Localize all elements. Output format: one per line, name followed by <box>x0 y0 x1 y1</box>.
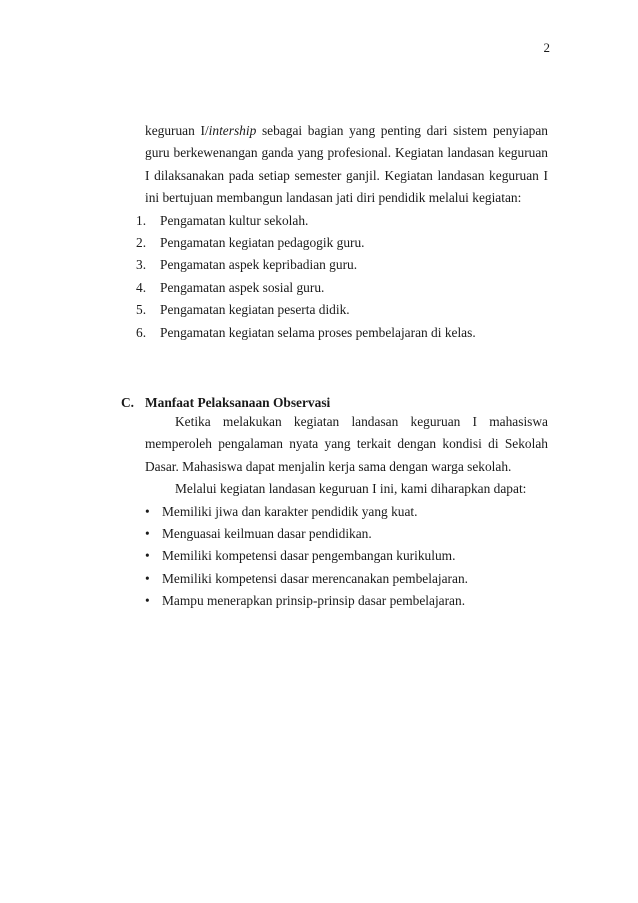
list-item <box>145 590 548 612</box>
section-letter: C. <box>121 395 135 410</box>
section-paragraph-1: Ketika melakukan kegiatan landasan keguruan I mahasiswa memperoleh pengalaman nyata yang terkait dengan kondisi di Sekolah Dasar. Mahasiswa dapat menjalin kerja sama dengan warga sekolah. <box>145 414 548 474</box>
list-item <box>136 254 548 276</box>
list-number: 2. <box>136 235 147 251</box>
section-body <box>145 411 548 613</box>
bullet-icon: • <box>145 570 150 586</box>
list-item <box>136 299 548 321</box>
list-item-text: Pengamatan aspek sosial guru. <box>160 279 325 295</box>
list-item-text: Memiliki kompetensi dasar pengembangan kurikulum. <box>162 548 456 564</box>
list-item <box>136 322 548 344</box>
list-item-text: Pengamatan kegiatan peserta didik. <box>160 302 350 318</box>
list-number: 4. <box>136 279 147 295</box>
intro-paragraph <box>145 120 548 210</box>
list-item-text: Mampu menerapkan prinsip-prinsip dasar pembelajaran. <box>162 593 466 609</box>
intro-text-rest: sebagai bagian yang penting dari sistem penyiapan guru berkewenangan ganda yang profesional. Kegiatan landasan keguruan I dilaksanakan pada setiap semester ganjil. Kegiatan landasan keguruan I ini bertujuan membangun landasan jati diri pendidik melalui kegiatan: <box>145 123 548 206</box>
list-item-text: Pengamatan kultur sekolah. <box>160 212 309 228</box>
list-item <box>145 568 548 590</box>
benefits-list <box>145 501 548 613</box>
list-item-text: Menguasai keilmuan dasar pendidikan. <box>162 526 372 542</box>
bullet-icon: • <box>145 548 150 564</box>
list-item-text: Pengamatan kegiatan pedagogik guru. <box>160 235 365 251</box>
section-paragraph-2: Melalui kegiatan landasan keguruan I ini, kami diharapkan dapat: <box>175 481 527 497</box>
list-item-text: Pengamatan aspek kepribadian guru. <box>160 257 358 273</box>
list-number: 1. <box>136 212 147 228</box>
intro-text-start: keguruan I/ <box>145 123 209 138</box>
list-item <box>136 210 548 232</box>
list-number: 6. <box>136 324 147 340</box>
intro-italic-term: intership <box>208 123 257 138</box>
list-item-text: Pengamatan kegiatan selama proses pembelajaran di kelas. <box>160 324 476 340</box>
bullet-icon: • <box>145 526 150 542</box>
activities-list <box>136 210 548 344</box>
list-item <box>145 545 548 567</box>
list-item-text: Memiliki jiwa dan karakter pendidik yang kuat. <box>162 503 418 519</box>
list-item <box>136 277 548 299</box>
intro-block <box>136 120 548 344</box>
page-number: 2 <box>543 40 550 55</box>
bullet-icon: • <box>145 593 150 609</box>
section-title: Manfaat Pelaksanaan Observasi <box>145 395 331 410</box>
list-item <box>136 232 548 254</box>
list-number: 3. <box>136 257 147 273</box>
list-item <box>145 523 548 545</box>
bullet-icon: • <box>145 503 150 519</box>
list-item-text: Memiliki kompetensi dasar merencanakan pembelajaran. <box>162 570 469 586</box>
list-number: 5. <box>136 302 147 318</box>
list-item <box>145 501 548 523</box>
